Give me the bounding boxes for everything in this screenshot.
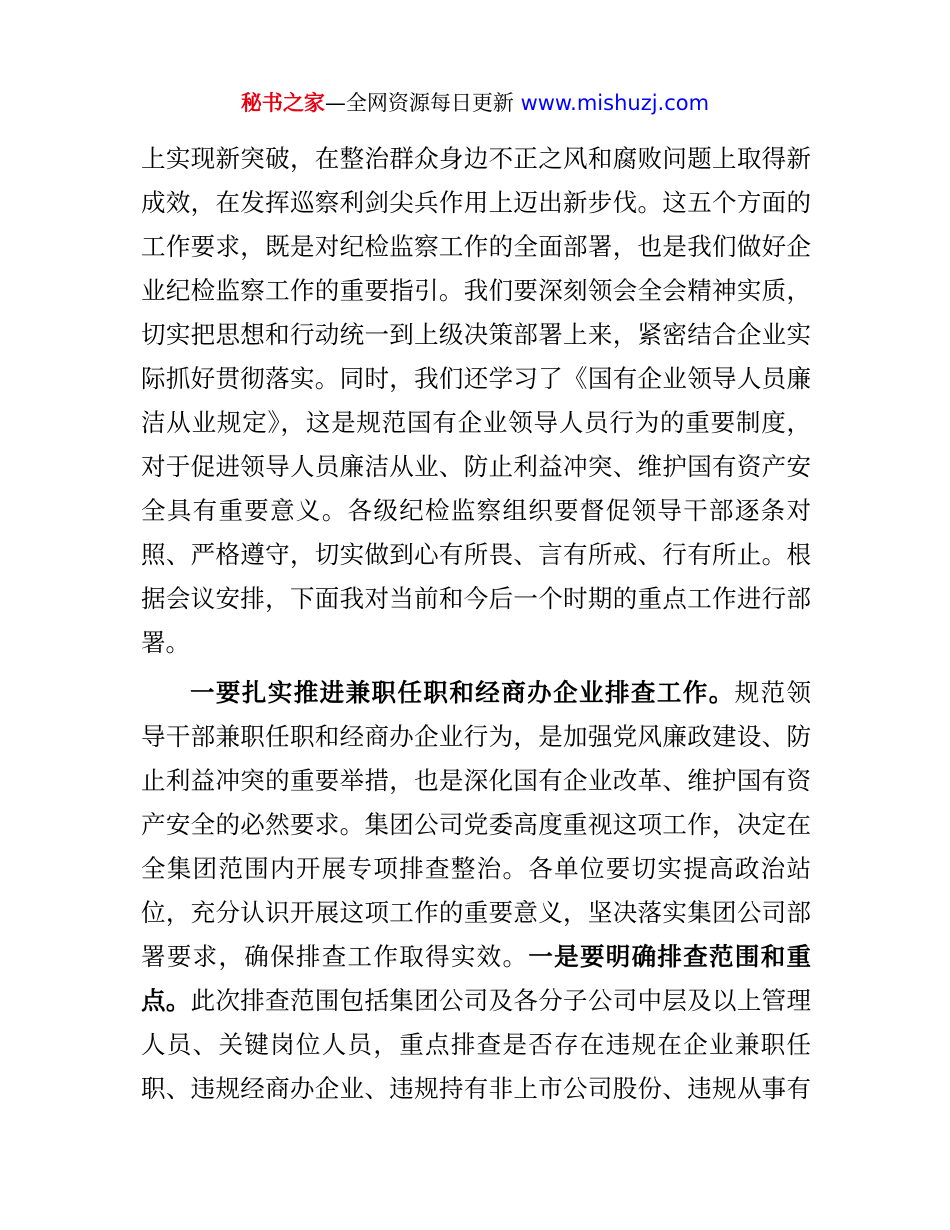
text-line: 切实把思想和行动统一到上级决策部署上来，紧密结合企业实 [141, 320, 811, 349]
text-line: 工作要求，既是对纪检监察工作的全面部署，也是我们做好企 [141, 232, 811, 261]
text-span: 规范领 [734, 678, 811, 707]
text-span: 署要求，确保排查工作取得实效。 [141, 942, 529, 971]
text-span: 此次排查范围包括集团公司及各分子公司中层及以上管理 [190, 986, 811, 1015]
text-line [141, 671, 811, 715]
text-line: 据会议安排，下面我对当前和今后一个时期的重点工作进行部 [141, 584, 811, 613]
text-line: 署。 [141, 628, 190, 657]
header-url-link[interactable]: www.mishuzj.com [520, 91, 710, 115]
text-line: 职、违规经商办企业、违规持有非上市公司股份、违规从事有 [141, 1074, 811, 1103]
page-header [0, 88, 950, 118]
document-body [141, 137, 811, 1111]
text-line [141, 935, 811, 979]
text-line: 全具有重要意义。各级纪检监察组织要督促领导干部逐条对 [141, 496, 811, 525]
text-line: 上实现新突破，在整治群众身边不正之风和腐败问题上取得新 [141, 144, 811, 173]
text-line: 对于促进领导人员廉洁从业、防止利益冲突、维护国有资产安 [141, 452, 811, 481]
text-line: 成效，在发挥巡察利剑尖兵作用上迈出新步伐。这五个方面的 [141, 188, 811, 217]
sub-heading: 一是要明确排查范围和重 [528, 942, 811, 971]
text-line [141, 979, 811, 1023]
text-line: 人员、关键岗位人员，重点排查是否存在违规在企业兼职任 [141, 1030, 811, 1059]
text-line: 位，充分认识开展这项工作的重要意义，坚决落实集团公司部 [141, 898, 811, 927]
text-line: 洁从业规定》，这是规范国有企业领导人员行为的重要制度， [141, 408, 811, 437]
section-heading: 一要扎实推进兼职任职和经商办企业排查工作。 [190, 678, 735, 707]
header-brand: 秘书之家 [240, 91, 325, 115]
paragraph-1 [141, 137, 811, 665]
header-slogan: —全网资源每日更新 [324, 91, 521, 115]
text-line: 产安全的必然要求。集团公司党委高度重视这项工作，决定在 [141, 810, 811, 839]
paragraph-2 [141, 671, 811, 1111]
text-line: 照、严格遵守，切实做到心有所畏、言有所戒、行有所止。根 [141, 540, 811, 569]
text-line: 导干部兼职任职和经商办企业行为，是加强党风廉政建设、防 [141, 722, 811, 751]
text-line: 全集团范围内开展专项排查整治。各单位要切实提高政治站 [141, 854, 811, 883]
sub-heading-end: 点。 [141, 986, 191, 1015]
text-line: 业纪检监察工作的重要指引。我们要深刻领会全会精神实质， [141, 276, 811, 305]
text-line: 止利益冲突的重要举措，也是深化国有企业改革、维护国有资 [141, 766, 811, 795]
text-line: 际抓好贯彻落实。同时，我们还学习了《国有企业领导人员廉 [141, 364, 811, 393]
